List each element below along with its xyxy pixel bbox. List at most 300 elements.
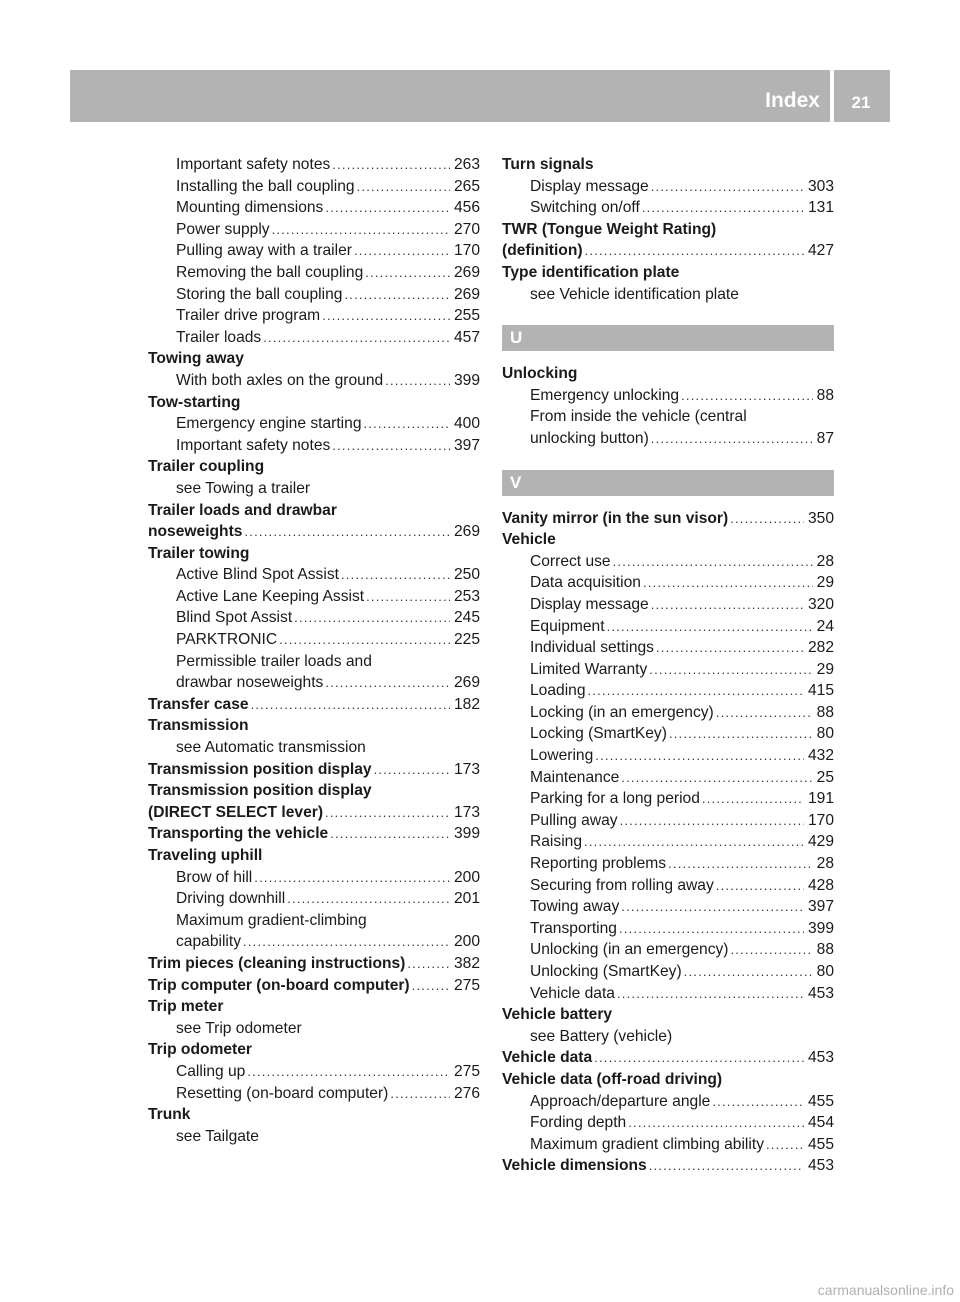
index-entry (148, 1104, 480, 1126)
dot-leader (716, 702, 813, 724)
index-column-right (502, 154, 834, 1177)
dot-leader (365, 262, 450, 284)
dot-leader (390, 1083, 450, 1105)
entry-label: Unlocking (SmartKey) (530, 963, 682, 980)
dot-leader (330, 823, 450, 845)
entry-label: Vanity mirror (in the sun visor) (502, 509, 729, 527)
entry-page-number: 275 (453, 976, 480, 994)
entry-label: Transporting (530, 919, 617, 937)
entry-label: Trailer loads and drawbar (148, 501, 337, 519)
entry-page-number: 453 (807, 984, 834, 1002)
entry-label: Equipment (530, 617, 605, 635)
entry-page-number: 382 (453, 954, 480, 972)
entry-page-number: 429 (807, 833, 834, 851)
entry-label: Active Lane Keeping Assist (176, 587, 365, 605)
entry-label: see Tailgate (176, 1127, 259, 1145)
entry-label: Brow of hill (176, 868, 253, 886)
dot-leader (322, 305, 450, 327)
entry-label: Lowering (530, 747, 594, 765)
entry-page-number: 28 (816, 552, 834, 570)
entry-label: Vehicle data (502, 1049, 593, 1067)
dot-leader (287, 888, 450, 910)
dot-leader (651, 176, 804, 198)
dot-leader (595, 745, 804, 767)
dot-leader (244, 521, 450, 543)
entry-label: From inside the vehicle (central (530, 408, 747, 426)
entry-label: Resetting (on-board computer) (176, 1084, 389, 1102)
dot-leader (247, 1061, 450, 1083)
index-subentry (148, 651, 480, 673)
index-subentry (502, 680, 834, 702)
entry-page-number: 245 (453, 609, 480, 627)
index-subentry (502, 637, 834, 659)
index-subentry (148, 888, 480, 910)
index-subentry (148, 586, 480, 608)
index-subentry (148, 1126, 480, 1148)
entry-label: Transmission (148, 717, 249, 735)
entry-page-number: 170 (807, 811, 834, 829)
index-entry (148, 953, 480, 975)
entry-page-number: 320 (807, 595, 834, 613)
entry-label: Display message (530, 595, 649, 613)
entry-label: Driving downhill (176, 890, 286, 908)
entry-page-number: 269 (453, 523, 480, 541)
dot-leader (584, 831, 804, 853)
index-subentry (148, 478, 480, 500)
watermark: carmanualsonline.info (817, 1282, 954, 1298)
index-subentry (502, 853, 834, 875)
index-entry (148, 543, 480, 565)
index-subentry (502, 767, 834, 789)
entry-label: Approach/departure angle (530, 1092, 711, 1110)
entry-label: Securing from rolling away (530, 876, 714, 894)
dot-leader (594, 1047, 804, 1069)
entry-label: Locking (SmartKey) (530, 725, 667, 743)
index-subentry (148, 607, 480, 629)
entry-label: Pulling away (530, 811, 618, 829)
dot-leader (374, 759, 450, 781)
dot-leader (668, 853, 813, 875)
entry-page-number: 454 (807, 1114, 834, 1132)
entry-label: see Trip odometer (176, 1019, 302, 1037)
index-entry (502, 529, 834, 551)
entry-label: Trailer loads (176, 328, 262, 346)
index-column-left (148, 154, 480, 1147)
index-entry (148, 802, 480, 824)
index-subentry (502, 723, 834, 745)
index-entry (148, 759, 480, 781)
dot-leader (619, 918, 804, 940)
entry-label: Vehicle data (530, 984, 615, 1002)
entry-label: Pulling away with a trailer (176, 242, 352, 260)
entry-label: drawbar noseweights (176, 674, 324, 692)
entry-label: Calling up (176, 1062, 246, 1080)
index-subentry (148, 413, 480, 435)
index-subentry (502, 831, 834, 853)
entry-label: Individual settings (530, 639, 654, 657)
index-entry (148, 996, 480, 1018)
entry-label: Permissible trailer loads and (176, 652, 372, 670)
entry-page-number: 29 (816, 574, 834, 592)
entry-page-number: 87 (816, 429, 834, 447)
dot-leader (412, 975, 450, 997)
entry-label: Vehicle (502, 531, 556, 549)
index-subentry (502, 961, 834, 983)
entry-page-number: 131 (807, 199, 834, 217)
entry-page-number: 275 (453, 1062, 480, 1080)
entry-page-number: 88 (816, 941, 834, 959)
entry-page-number: 427 (807, 242, 834, 260)
index-subentry (502, 810, 834, 832)
entry-label: Parking for a long period (530, 790, 700, 808)
entry-label: With both axles on the ground (176, 371, 384, 389)
entry-page-number: 282 (807, 639, 834, 657)
entry-label: Trailer drive program (176, 307, 321, 325)
entry-label: Towing away (530, 898, 620, 916)
dot-leader (712, 1091, 804, 1113)
index-entry (502, 1069, 834, 1091)
dot-leader (651, 428, 813, 450)
index-subentry (148, 737, 480, 759)
index-subentry (502, 385, 834, 407)
index-subentry (502, 1026, 834, 1048)
entry-label: Trip computer (on-board computer) (148, 976, 410, 994)
dot-leader (702, 788, 804, 810)
index-subentry (502, 1134, 834, 1156)
index-subentry (502, 616, 834, 638)
dot-leader (588, 680, 804, 702)
entry-label: Trip meter (148, 998, 224, 1016)
entry-label: Towing away (148, 350, 244, 368)
index-subentry (148, 931, 480, 953)
index-subentry (502, 1091, 834, 1113)
entry-label: Transmission position display (148, 760, 372, 778)
entry-label: Maximum gradient climbing ability (530, 1135, 764, 1153)
entry-page-number: 250 (453, 566, 480, 584)
dot-leader (607, 616, 813, 638)
entry-page-number: 173 (453, 760, 480, 778)
index-subentry (502, 1112, 834, 1134)
index-subentry (502, 594, 834, 616)
entry-page-number: 88 (816, 386, 834, 404)
entry-page-number: 28 (816, 855, 834, 873)
entry-page-number: 200 (453, 933, 480, 951)
dot-leader (407, 953, 450, 975)
entry-label: (definition) (502, 242, 583, 260)
header-divider (830, 70, 834, 122)
index-subentry (502, 551, 834, 573)
index-entry (502, 262, 834, 284)
index-entry (148, 845, 480, 867)
entry-label: Traveling uphill (148, 847, 263, 864)
index-subentry (502, 284, 834, 306)
index-subentry (148, 240, 480, 262)
dot-leader (642, 197, 804, 219)
index-subentry (502, 659, 834, 681)
index-entry (502, 240, 834, 262)
entry-page-number: 269 (453, 285, 480, 303)
dot-leader (649, 659, 812, 681)
entry-label: Raising (530, 833, 583, 851)
dot-leader (649, 1155, 804, 1177)
index-subentry (148, 435, 480, 457)
index-entry (502, 154, 834, 176)
index-entry (502, 219, 834, 241)
entry-label: Transfer case (148, 695, 249, 713)
entry-page-number: 456 (453, 199, 480, 217)
dot-leader (621, 767, 812, 789)
index-entry (502, 508, 834, 530)
dot-leader (357, 176, 450, 198)
dot-leader (766, 1134, 804, 1156)
entry-label: Important safety notes (176, 156, 331, 173)
index-subentry (502, 428, 834, 450)
entry-label: see Vehicle identification plate (530, 285, 739, 303)
entry-label: Vehicle data (off-road driving) (502, 1070, 723, 1088)
index-entry (148, 823, 480, 845)
entry-label: Type identification plate (502, 263, 680, 281)
entry-label: Trunk (148, 1106, 191, 1124)
dot-leader (684, 961, 813, 983)
dot-leader (263, 327, 450, 349)
index-subentry (502, 918, 834, 940)
page-number: 21 (851, 93, 871, 112)
dot-leader (272, 219, 450, 241)
dot-leader (681, 385, 813, 407)
index-entry (148, 694, 480, 716)
index-entry (148, 348, 480, 370)
index-subentry (148, 327, 480, 349)
index-subentry (502, 702, 834, 724)
dot-leader (617, 983, 804, 1005)
index-subentry (148, 672, 480, 694)
index-subentry (148, 219, 480, 241)
entry-label: Important safety notes (176, 436, 331, 454)
entry-page-number: 399 (453, 371, 480, 389)
entry-page-number: 453 (807, 1049, 834, 1067)
entry-label: Maintenance (530, 768, 620, 786)
entry-page-number: 453 (807, 1157, 834, 1175)
index-subentry (502, 572, 834, 594)
index-entry (502, 1004, 834, 1026)
dot-leader (730, 508, 804, 530)
entry-page-number: 276 (453, 1084, 480, 1102)
index-subentry (502, 788, 834, 810)
entry-page-number: 225 (453, 631, 480, 649)
entry-page-number: 397 (453, 436, 480, 454)
entry-page-number: 253 (453, 587, 480, 605)
entry-page-number: 88 (816, 703, 834, 721)
entry-page-number: 350 (807, 509, 834, 527)
index-entry (148, 392, 480, 414)
index-subentry (148, 262, 480, 284)
index-entry (148, 715, 480, 737)
index-subentry (148, 284, 480, 306)
entry-page-number: 80 (816, 963, 834, 980)
entry-label: see Automatic transmission (176, 739, 366, 757)
entry-label: Unlocking (502, 365, 578, 383)
entry-label: PARKTRONIC (176, 631, 278, 649)
entry-page-number: 400 (453, 415, 480, 433)
index-entry (148, 780, 480, 802)
entry-label: Emergency unlocking (530, 386, 680, 404)
entry-page-number: 25 (816, 768, 834, 786)
entry-page-number: 270 (453, 220, 480, 238)
entry-label: see Towing a trailer (176, 479, 311, 497)
entry-label: Trim pieces (cleaning instructions) (148, 954, 406, 972)
entry-page-number: 399 (453, 825, 480, 843)
index-subentry (502, 176, 834, 198)
entry-page-number: 455 (807, 1092, 834, 1110)
index-entry (502, 1047, 834, 1069)
index-entry (148, 521, 480, 543)
section-letter-u: U (502, 325, 834, 351)
entry-page-number: 265 (453, 177, 480, 195)
dot-leader (243, 931, 450, 953)
entry-label: Mounting dimensions (176, 199, 324, 217)
dot-leader (344, 284, 450, 306)
entry-page-number: 29 (816, 660, 834, 678)
entry-label: Turn signals (502, 156, 594, 173)
entry-label: Trip odometer (148, 1041, 252, 1059)
dot-leader (325, 672, 450, 694)
entry-label: Maximum gradient-climbing (176, 911, 367, 929)
entry-label: Display message (530, 177, 649, 195)
entry-page-number: 415 (807, 682, 834, 700)
entry-label: TWR (Tongue Weight Rating) (502, 220, 717, 238)
index-subentry (148, 305, 480, 327)
entry-label: Vehicle dimensions (502, 1157, 647, 1175)
index-subentry (148, 1061, 480, 1083)
entry-label: Emergency engine starting (176, 415, 362, 433)
dot-leader (251, 694, 450, 716)
index-entry (502, 1155, 834, 1177)
entry-label: Blind Spot Assist (176, 609, 293, 627)
entry-page-number: 432 (807, 747, 834, 765)
section-letter-v: V (502, 470, 834, 496)
entry-label: Power supply (176, 220, 270, 238)
entry-page-number: 397 (807, 898, 834, 916)
entry-label: Trailer coupling (148, 458, 265, 476)
index-entry (148, 456, 480, 478)
entry-label: Removing the ball coupling (176, 263, 364, 281)
dot-leader (620, 810, 804, 832)
dot-leader (364, 413, 450, 435)
entry-label: capability (176, 933, 242, 951)
entry-label: unlocking button) (530, 429, 649, 447)
index-entry (502, 363, 834, 385)
entry-page-number: 457 (453, 328, 480, 346)
page-header (70, 70, 890, 122)
entry-page-number: 80 (816, 725, 834, 743)
index-subentry (148, 154, 480, 176)
dot-leader (366, 586, 450, 608)
entry-page-number: 263 (453, 156, 480, 173)
entry-page-number: 24 (816, 617, 834, 635)
entry-label: Active Blind Spot Assist (176, 566, 339, 584)
dot-leader (279, 629, 450, 651)
entry-page-number: 269 (453, 263, 480, 281)
header-title: Index (765, 89, 820, 112)
entry-page-number: 269 (453, 674, 480, 692)
dot-leader (621, 896, 804, 918)
entry-page-number: 173 (453, 803, 480, 821)
entry-page-number: 182 (453, 695, 480, 713)
index-entry (148, 500, 480, 522)
index-subentry (502, 875, 834, 897)
dot-leader (669, 723, 813, 745)
dot-leader (332, 435, 450, 457)
index-subentry (502, 939, 834, 961)
dot-leader (613, 551, 813, 573)
entry-page-number: 191 (807, 790, 834, 808)
entry-label: Transmission position display (148, 782, 372, 800)
index-subentry (502, 745, 834, 767)
index-subentry (148, 629, 480, 651)
dot-leader (325, 802, 450, 824)
entry-page-number: 455 (807, 1135, 834, 1153)
index-subentry (148, 867, 480, 889)
entry-label: Tow-starting (148, 393, 241, 411)
entry-page-number: 255 (453, 307, 480, 325)
index-entry (148, 975, 480, 997)
entry-label: Vehicle battery (502, 1006, 613, 1024)
dot-leader (628, 1112, 804, 1134)
index-subentry (148, 564, 480, 586)
dot-leader (354, 240, 450, 262)
dot-leader (341, 564, 450, 586)
dot-leader (643, 572, 813, 594)
dot-leader (254, 867, 450, 889)
index-subentry (502, 197, 834, 219)
dot-leader (294, 607, 450, 629)
entry-page-number: 428 (807, 876, 834, 894)
index-subentry (148, 176, 480, 198)
index-subentry (502, 983, 834, 1005)
index-entry (148, 1039, 480, 1061)
entry-label: Data acquisition (530, 574, 641, 592)
entry-page-number: 303 (807, 177, 834, 195)
dot-leader (656, 637, 804, 659)
index-subentry (148, 1018, 480, 1040)
index-subentry (148, 197, 480, 219)
dot-leader (332, 154, 450, 176)
entry-label: noseweights (148, 523, 243, 541)
index-subentry (502, 406, 834, 428)
index-subentry (148, 910, 480, 932)
entry-label: Installing the ball coupling (176, 177, 355, 195)
entry-label: Loading (530, 682, 586, 700)
entry-label: see Battery (vehicle) (530, 1027, 673, 1045)
dot-leader (716, 875, 804, 897)
entry-page-number: 200 (453, 868, 480, 886)
entry-label: Unlocking (in an emergency) (530, 941, 729, 959)
entry-label: (DIRECT SELECT lever) (148, 803, 324, 821)
entry-label: Reporting problems (530, 855, 667, 873)
entry-label: Storing the ball coupling (176, 285, 343, 303)
index-subentry (502, 896, 834, 918)
index-subentry (148, 1083, 480, 1105)
dot-leader (325, 197, 450, 219)
entry-label: Correct use (530, 552, 611, 570)
dot-leader (651, 594, 804, 616)
entry-page-number: 170 (453, 242, 480, 260)
entry-label: Limited Warranty (530, 660, 648, 678)
dot-leader (585, 240, 804, 262)
entry-page-number: 399 (807, 919, 834, 937)
entry-label: Locking (in an emergency) (530, 703, 714, 721)
entry-label: Fording depth (530, 1114, 627, 1132)
